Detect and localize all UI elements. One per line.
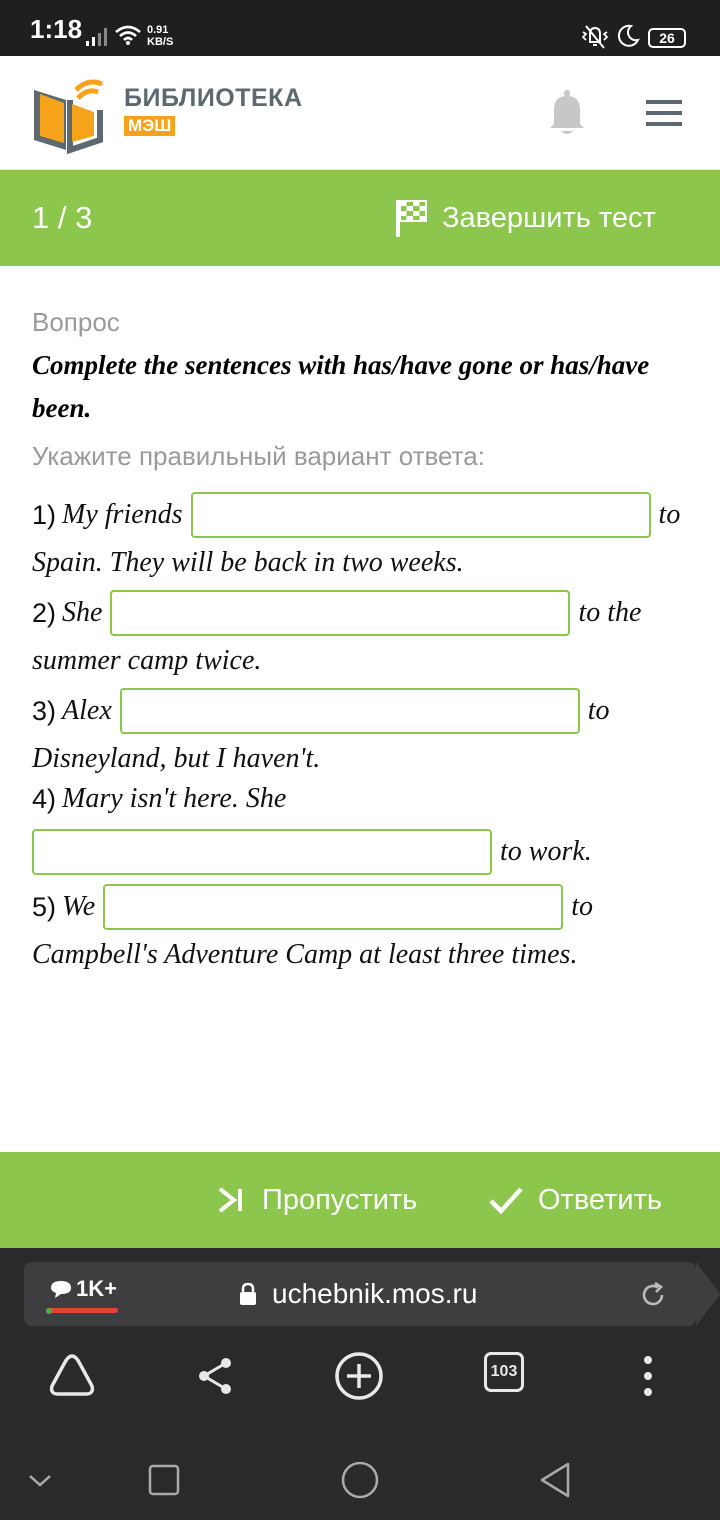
question-counter: 1 / 3 <box>32 200 93 235</box>
item-number: 1) <box>32 499 57 530</box>
wifi-icon <box>114 24 142 46</box>
logo-subtitle: МЭШ <box>124 116 175 136</box>
item-text-before: My friends <box>62 499 183 530</box>
speed-unit: KB/S <box>147 36 174 48</box>
browser-nav-row <box>0 1344 720 1408</box>
question-content <box>32 300 692 474</box>
answer-input-5[interactable] <box>103 884 563 930</box>
moon-icon <box>616 24 640 48</box>
question-item-1 <box>32 492 680 538</box>
bell-icon[interactable] <box>546 88 588 136</box>
battery-indicator: 26 <box>648 28 686 48</box>
item-text-after: to <box>571 891 593 922</box>
chevron-down-icon[interactable] <box>20 1460 60 1500</box>
vibrate-icon <box>580 24 610 50</box>
instruction-line-2: been. <box>32 393 92 423</box>
item-number: 5) <box>32 891 57 922</box>
recent-apps-icon[interactable] <box>144 1460 184 1500</box>
item-text-after: to <box>658 499 681 530</box>
question-instruction <box>32 344 692 430</box>
question-item-3 <box>32 688 610 734</box>
item-number: 2) <box>32 597 57 628</box>
url-text[interactable]: uchebnik.mos.ru <box>272 1278 478 1309</box>
url-bar[interactable] <box>24 1262 696 1326</box>
back-icon[interactable] <box>536 1460 576 1500</box>
item-number: 4) <box>32 783 57 814</box>
share-icon[interactable] <box>190 1350 242 1402</box>
action-bar <box>0 1152 720 1248</box>
comments-indicator-line <box>46 1308 118 1313</box>
answer-input-3[interactable] <box>120 688 580 734</box>
speed-value: 0.91 <box>147 24 169 36</box>
comments-count: 1K+ <box>76 1276 117 1301</box>
system-navigation-bar <box>0 1440 720 1520</box>
more-options-icon[interactable] <box>622 1350 674 1402</box>
network-speed <box>147 24 173 48</box>
question-section-label: Вопрос <box>32 307 120 337</box>
app-header <box>0 56 720 170</box>
question-item-5 <box>32 884 593 930</box>
menu-icon[interactable] <box>644 98 684 128</box>
answer-input-2[interactable] <box>110 590 570 636</box>
item-text-before: Mary isn't here. She <box>62 783 287 814</box>
check-icon <box>488 1185 524 1215</box>
comment-bubble-icon <box>50 1279 72 1299</box>
question-item-4-input-row <box>32 829 592 875</box>
item-continuation-2: summer camp twice. <box>32 645 262 676</box>
answer-prompt: Укажите правильный вариант ответа: <box>32 441 485 471</box>
skip-label: Пропустить <box>262 1183 418 1216</box>
lock-icon <box>238 1282 258 1306</box>
finish-test-button[interactable] <box>394 194 656 242</box>
item-text-before: Alex <box>62 695 112 726</box>
skip-icon <box>216 1185 246 1215</box>
status-bar <box>0 0 720 56</box>
answer-button[interactable] <box>488 1176 662 1224</box>
answer-input-1[interactable] <box>191 492 651 538</box>
item-continuation-1: Spain. They will be back in two weeks. <box>32 547 464 578</box>
signal-icon <box>86 26 110 46</box>
finish-test-label: Завершить тест <box>442 201 656 234</box>
item-text-after: to the <box>578 597 642 628</box>
browser-chrome <box>0 1248 720 1520</box>
add-tab-icon[interactable] <box>333 1350 385 1402</box>
question-item-2 <box>32 590 641 636</box>
answer-input-4[interactable] <box>32 829 492 875</box>
skip-button[interactable] <box>216 1176 417 1224</box>
logo-title: БИБЛИОТЕКА <box>124 84 303 112</box>
item-continuation-5: Campbell's Adventure Camp at least three times. <box>32 939 578 970</box>
item-text-before: We <box>62 891 96 922</box>
logo-book-icon[interactable] <box>30 70 106 154</box>
item-text-after: to work. <box>500 836 592 867</box>
home-circle-icon[interactable] <box>340 1460 380 1500</box>
test-progress-bar <box>0 170 720 266</box>
comments-badge[interactable] <box>50 1276 117 1302</box>
tabs-count-button[interactable]: 103 <box>484 1352 524 1392</box>
instruction-line-1: Complete the sentences with has/have gone or has/have <box>32 350 650 380</box>
home-icon[interactable] <box>46 1350 98 1402</box>
answer-label: Ответить <box>538 1183 662 1216</box>
comments-indicator-dot <box>46 1308 52 1314</box>
item-number: 3) <box>32 695 57 726</box>
question-item-4 <box>32 783 286 815</box>
reload-icon[interactable] <box>638 1280 668 1310</box>
checkered-flag-icon <box>394 198 428 238</box>
item-text-before: She <box>62 597 103 628</box>
item-text-after: to <box>587 695 610 726</box>
item-continuation-3: Disneyland, but I haven't. <box>32 743 321 774</box>
status-time: 1:18 <box>30 14 83 44</box>
